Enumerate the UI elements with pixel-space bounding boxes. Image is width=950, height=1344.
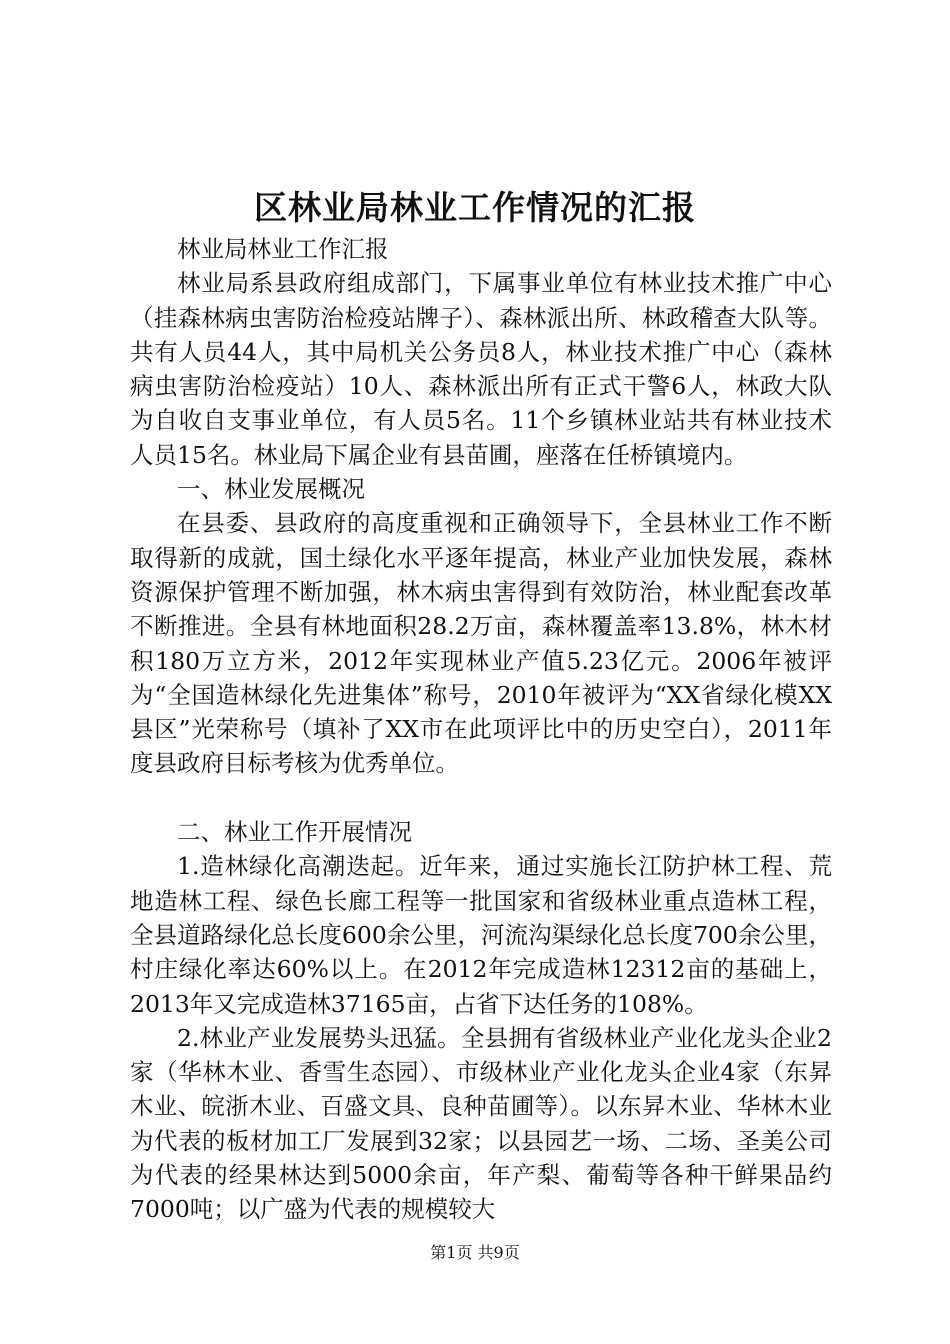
page-footer: 第1页 共9页: [430, 1243, 520, 1262]
document-body: [130, 232, 832, 1227]
document-title: 区林业局林业工作情况的汇报: [254, 188, 696, 227]
paragraph-intro: 林业局系县政府组成部门，下属事业单位有林业技术推广中心（挂森林病虫害防治检疫站牌子）、森林派出所、林政稽查大队等。共有人员44人，其中局机关公务员8人，林业技术推广中心（森林病虫害防治检疫站）10人、森林派出所有正式干警6人，林政大队为自收自支事业单位，有人员5名。11个乡镇林业站共有林业技术人员15名。林业局下属企业有县苗圃，座落在任桥镇境内。: [130, 269, 832, 469]
section-heading-1: 一、林业发展概况: [177, 475, 365, 504]
paragraph-item-2: 2.林业产业发展势头迅猛。全县拥有省级林业产业化龙头企业2家（华林木业、香雪生态园）、市级林业产业化龙头企业4家（东昇木业、皖浙木业、百盛文具、良种苗圃等）。以东昇木业、华林木业为代表的板材加工厂发展到32家；以县园艺一场、二场、圣美公司为代表的经果林达到5000余亩，年产梨、葡萄等各种干鲜果品约7000吨；以广盛为代表的规模较大: [130, 1023, 832, 1224]
paragraph-overview: 在县委、县政府的高度重视和正确领导下，全县林业工作不断取得新的成就，国土绿化水平逐年提高，林业产业加快发展，森林资源保护管理不断加强，林木病虫害得到有效防治，林业配套改革不断推进。全县有林地面积28.2万亩，森林覆盖率13.8%，林木材积180万立方米，2012年实现林业产值5.23亿元。2006年被评为“全国造林绿化先进集体”称号，2010年被评为“XX省绿化模XX县区”光荣称号（填补了XX市在此项评比中的历史空白），2011年度县政府目标考核为优秀单位。: [130, 509, 832, 778]
paragraph-item-1: 1.造林绿化高潮迭起。近年来，通过实施长江防护林工程、荒地造林工程、绿色长廊工程等一批国家和省级林业重点造林工程，全县道路绿化总长度600余公里，河流沟渠绿化总长度700余公里，村庄绿化率达60%以上。在2012年完成造林12312亩的基础上，2013年又完成造林37165亩，占省下达任务的108%。: [130, 852, 832, 1018]
paragraph-subtitle: 林业局林业工作汇报: [177, 235, 389, 263]
section-heading-2: 二、林业工作开展情况: [177, 818, 412, 847]
blank-line: [130, 781, 832, 815]
